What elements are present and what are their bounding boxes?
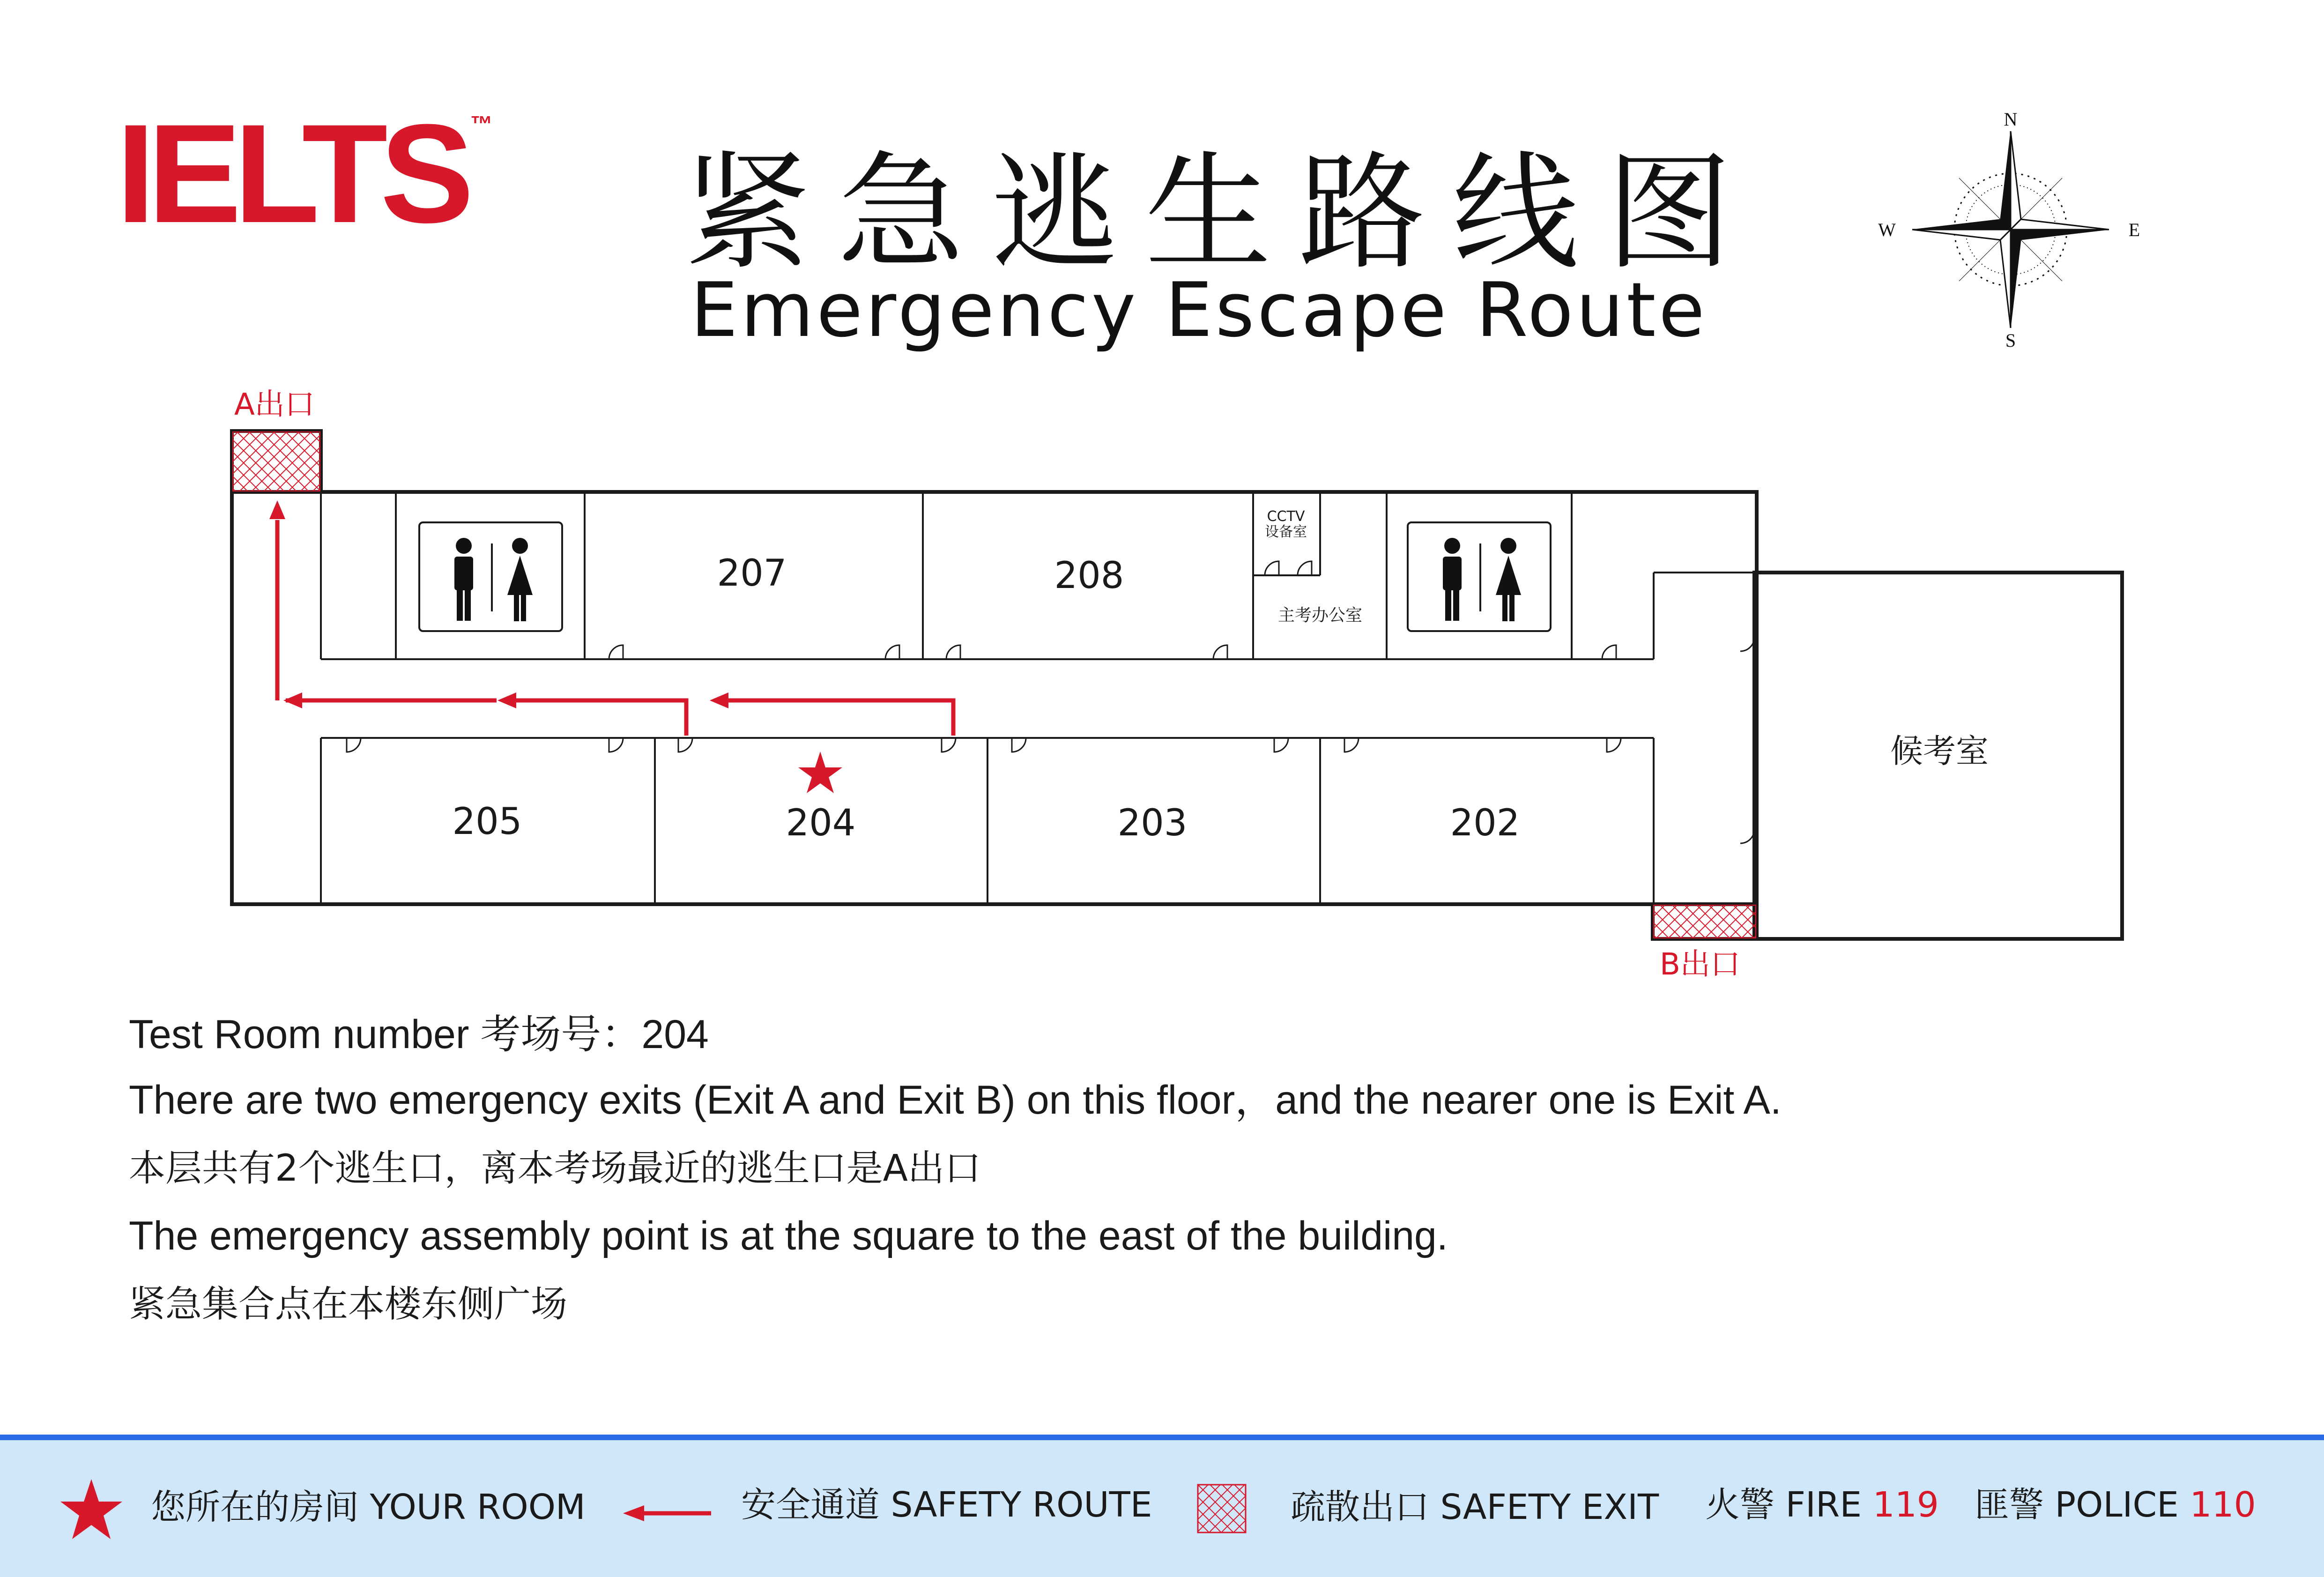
exit-b-zone (1654, 905, 1756, 938)
room-208-label: 208 (1054, 555, 1124, 597)
exit-a-label: A出口 (234, 387, 315, 422)
legend-your-room: 您所在的房间 YOUR ROOM (151, 1487, 586, 1527)
legend-police (1975, 1485, 2256, 1525)
info-assembly-cn: 紧急集合点在本楼东侧广场 (129, 1283, 568, 1325)
page-title-english: Emergency Escape Route (691, 266, 1708, 354)
legend-fire-number: 119 (1872, 1485, 1939, 1525)
compass-w-label: W (1878, 219, 1896, 240)
waiting-room-label: 候考室 (1890, 732, 1989, 770)
legend-safety-route: 安全通道 SAFETY ROUTE (741, 1485, 1152, 1525)
legend-police-label: 匪警 POLICE (1975, 1485, 2190, 1525)
logo-text: IELTS (116, 95, 467, 252)
exit-a-zone (233, 432, 320, 491)
examiner-office-label: 主考办公室 (1277, 606, 1363, 625)
room-202-label: 202 (1450, 802, 1520, 844)
trademark-symbol: ™ (470, 112, 493, 137)
page-title-chinese: 紧急逃生路线图 (684, 139, 1760, 287)
room-207-label: 207 (717, 552, 787, 595)
safety-route (277, 520, 953, 736)
info-exits-en: There are two emergency exits (Exit A and Exit B) on this floor，and the nearer one is Exit A. (129, 1078, 1782, 1123)
compass-s-label: S (2005, 330, 2016, 351)
restroom-icon (1443, 538, 1521, 621)
legend-fire-label: 火警 FIRE (1705, 1485, 1873, 1525)
your-room-star-icon (798, 751, 842, 793)
cctv-room-label-line2: 设备室 (1265, 524, 1307, 540)
compass-e-label: E (2128, 219, 2140, 240)
legend-fire (1705, 1485, 1939, 1525)
restroom-icon (454, 538, 533, 621)
legend-police-number: 110 (2190, 1485, 2256, 1525)
legend-safety-exit: 疏散出口 SAFETY EXIT (1291, 1487, 1659, 1527)
exit-b-label: B出口 (1660, 947, 1740, 982)
info-assembly-en: The emergency assembly point is at the square to the east of the building. (129, 1213, 1448, 1258)
legend-arrow-icon (623, 1502, 712, 1525)
info-exits-cn: 本层共有2个逃生口，离本考场最近的逃生口是A出口 (129, 1147, 981, 1190)
compass-n-label: N (2004, 109, 2018, 130)
cctv-room-label-line1: CCTV (1267, 508, 1305, 525)
legend-exit-hatch-icon (1197, 1484, 1247, 1533)
info-room-number: Test Room number 考场号：204 (129, 1012, 709, 1057)
room-203-label: 203 (1117, 802, 1188, 844)
legend-star-icon (59, 1478, 124, 1541)
room-205-label: 205 (452, 801, 522, 843)
room-204-label: 204 (786, 802, 856, 844)
